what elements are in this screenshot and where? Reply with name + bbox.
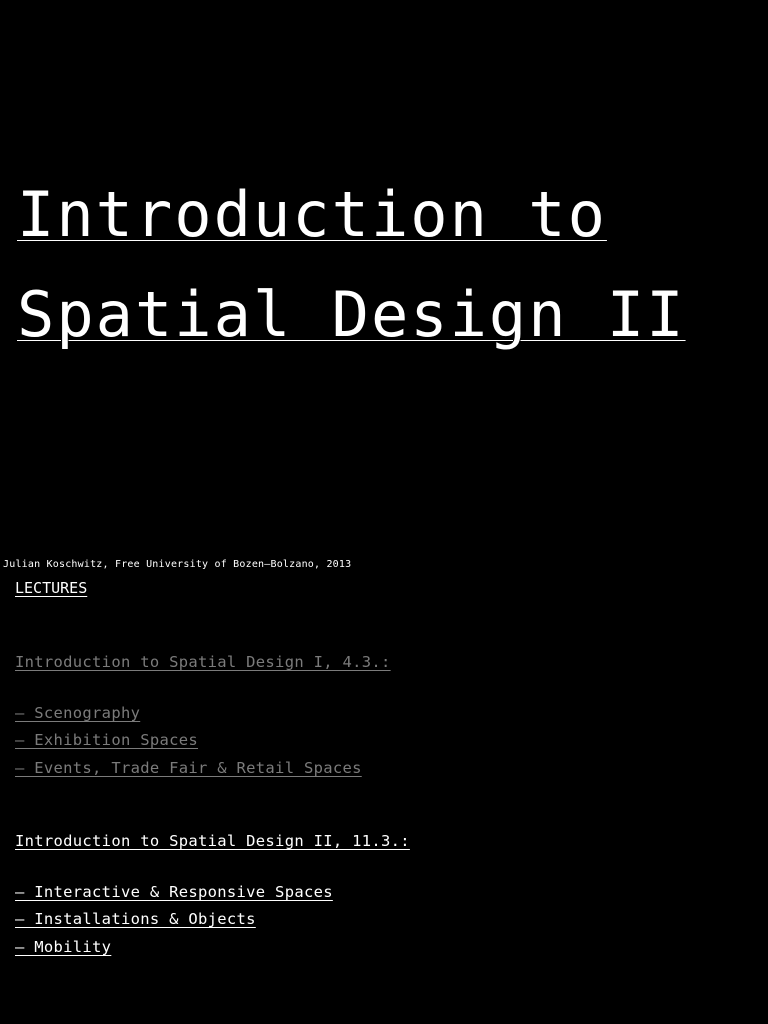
- title-line-2-link[interactable]: Spatial Design II: [17, 278, 686, 351]
- lecture-block-2: [15, 831, 755, 964]
- page-title: [17, 165, 686, 365]
- topic-link-installations-objects[interactable]: – Installations & Objects: [15, 910, 256, 929]
- lecture-1-title-link[interactable]: Introduction to Spatial Design I, 4.3.:: [15, 653, 391, 671]
- author-credit: Julian Koschwitz, Free University of Bozen–Bolzano, 2013: [3, 559, 352, 570]
- title-line-1-link[interactable]: Introduction to: [17, 178, 607, 251]
- lectures-heading-link[interactable]: LECTURES: [15, 579, 88, 597]
- topic-link-scenography[interactable]: – Scenography: [15, 704, 141, 722]
- lecture-2-topic-list: [15, 882, 755, 964]
- lecture-1-topic-list: [15, 703, 755, 785]
- topic-link-interactive-responsive-spaces[interactable]: – Interactive & Responsive Spaces: [15, 883, 333, 901]
- topic-link-events-trade-fair-retail[interactable]: – Events, Trade Fair & Retail Spaces: [15, 758, 362, 777]
- lecture-block-1: [15, 652, 755, 785]
- lecture-2-title-link[interactable]: Introduction to Spatial Design II, 11.3.:: [15, 832, 410, 850]
- topic-link-exhibition-spaces[interactable]: – Exhibition Spaces: [15, 731, 199, 750]
- topic-link-mobility[interactable]: – Mobility: [15, 937, 112, 956]
